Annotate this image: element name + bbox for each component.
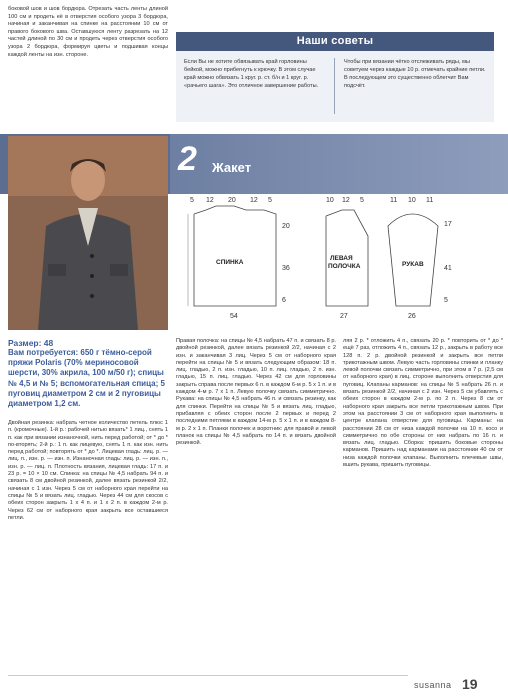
tips-divider <box>334 58 335 114</box>
size-heading: Размер: 48 <box>8 338 54 348</box>
back-top-5: 5 <box>268 197 272 204</box>
front-piece <box>326 197 368 320</box>
back-label: СПИНКА <box>216 259 244 266</box>
model-illustration <box>8 136 168 330</box>
pattern-number: 2 <box>178 140 197 178</box>
tips-right-text: Чтобы при вязании чётко отслеживать ряды, мы советуем через каждые 10 р. отмечать крайние петли. В последующем это существенно облегчит Вам подсчёт. <box>344 59 486 89</box>
sleeve-label: РУКАВ <box>402 261 424 268</box>
continued-text: боковой шов и шов бордюра. Отрезать часть ленты длиной 100 см и продеть её в отверстия особого узора 3 бордюра, начиная и заканчивая на спинке на расстоянии 10 см от правого бокового шва. Оставшуюся ленту разрезать на 12 частей длиной по 30 см и продеть через отверстия особого узора 2 бордюра, формируя цветы и подшивая концы каждой ленты на изн. стороне. <box>8 6 168 58</box>
back-top-3: 20 <box>228 197 236 204</box>
front-label-2: ПОЛОЧКА <box>328 263 361 270</box>
page-number: 19 <box>462 676 478 692</box>
sleeve-top-1: 11 <box>390 197 398 204</box>
back-top-1: 5 <box>190 197 194 204</box>
back-side-1: 20 <box>282 223 290 230</box>
front-width: 27 <box>340 313 348 320</box>
sleeve-top-2: 10 <box>408 197 416 204</box>
garment-title: Жакет <box>212 160 252 175</box>
front-top-3: 5 <box>360 197 364 204</box>
footer-rule <box>8 675 408 676</box>
tips-heading: Наши советы <box>176 32 494 51</box>
tips-left-text: Если Вы не хотите обвязывать край горловины бейкой, можно прибегнуть к крючку. В этом случае край можно обвязать 1 круг. р. ст. б/н и 1 круг. р. «рачьего шага». Это отличное завершение работы. <box>184 59 319 89</box>
back-side-2: 36 <box>282 265 290 272</box>
instructions-column-2: Правая полочка: на спицы № 4,5 набрать 47 п. и связать 8 р. двойной резинкой, далее вязать резинкой 2/2, начиная с 2 изн. и заканчивая 3 лиц. Через 5 см от наборного края перейти на спицы № 5 и вязать следующим образом: 18 п. лиц. гладью, 2 п. изн. гладью, 10 п. лиц. гладью, 2 п. изн. гладью, 15 п. лиц. гладью. Через 42 см для горловины закрыть справа после первых 6 п. в каждом 6-м р. 5 х 1 п. и в каждом 4-м р. 7 х 1 п. Левую полочку связать симметрично. Рукава: на спицы № 4,5 набрать 46 п. и связать резинку, как для спинки. Перейти на спицы № 5 и вязать лиц. гладью, прибавляя с обеих сторон после 2 первых и перед 2 последними петлями в каждом 14-м р. 5 х 1 п. и в каждом 8-м р. 2 х 1 п. Планки полочек и воротник: для правой и левой планок на спицы № 4,5 набрать по 14 п. и вязать двойной резинкой. <box>176 338 336 447</box>
back-width: 54 <box>230 313 238 320</box>
sleeve-side-3: 5 <box>444 297 448 304</box>
back-top-2: 12 <box>206 197 214 204</box>
instructions-column-1: Двойная резинка: набрать четное количество петель плюс 1 п. (кромочные). 1-й р.: рабочей нитью вязать* 1 лиц., снять 1 п. как при вязании изнаночной, нить перед работой; от * до * по-вторять; 2-й р.: 1 п. как лицевую, снять 1 п. как изн. нить перед работой; повторять от * до *. Лицевая гладь: лиц. р. — лиц. п., изн. р. — изн. п. Изнаночная гладь: лиц. р. — изн. п., изн. р. — лиц. п. Плотность вязания, лицевая гладь: 17 п. и 23 р. = 10 × 10 см. Спинка: на спицы № 4,5 набрать 94 п. и связать 8 см двойной резинкой, далее вязать резинкой 2/2, начиная с 1 изн. Через 5 см от наборного края перейти на спицы № 5 и вязать лиц. гладью. Через 44 см для скосов с обеих сторон закрыть 1 х 4 п. и 1 х 2 п. в каждом 2-м р. Через 62 см от наборного края закрыть все оставшиеся петли. <box>8 420 168 521</box>
back-piece <box>188 197 290 320</box>
sleeve-width: 26 <box>408 313 416 320</box>
sleeve-side-1: 17 <box>444 221 452 228</box>
model-photo <box>8 136 168 330</box>
back-top-4: 12 <box>250 197 258 204</box>
back-side-3: 6 <box>282 297 286 304</box>
magazine-brand: susanna <box>414 680 452 690</box>
materials-list: Вам потребуется: 650 г тёмно-серой пряжи Polaris (70% мериносовой шерсти, 30% акрила, 100 м/50 г); спицы № 4,5 и № 5; вспомогательная спица; 5 пуговиц диаметром 2 см и 2 пуговицы диаметром 1,2 см. <box>8 348 165 409</box>
front-top-1: 10 <box>326 197 334 204</box>
front-top-2: 12 <box>342 197 350 204</box>
sleeve-top-3: 11 <box>426 197 434 204</box>
front-label-1: ЛЕВАЯ <box>330 255 353 262</box>
instructions-column-3: ляя 2 р. * отложить 4 п., связать 20 р. * повторить от * до * ещё 7 раз, отложить 4 п., связать 12 р., закрыть в работу все 128 п. 2 р. двойной резинкой и закрыть все петли трикотажным швом. Левую часть горловины спинки и планку левой полочки связать симметрично, при этом в 7 р. (2,5 см от наборного края) в лиц. стороне выполнить отверстия для пуговиц. Клапаны карманов: на спицы № 5 набрать 26 п. и вязать резинкой 2/2, начиная с 2 изн. Через 5 см убавлять с обеих сторон в каждом 2-м р. по 2 п. Через 8 см от наборного края закрыть все петли трикотажным швом. При этом на расстоянии 3 см от наборного края выполнить в центре клапана отверстие для пуговицы. Карманы: на расстоянии 28 см от низа каждой полочки на 10 п. косо и симметрично по обе стороны от них набрать по 16 п. и вязать лиц. гладью. Сборка: пришить боковые стороны карманов. Пришить над карманами на расстоянии 40 см от низа каждой полочки клапаны. Выполнить плечевые швы, вшить рукава, пришить пуговицы. <box>343 338 503 469</box>
sleeve-side-2: 41 <box>444 265 452 272</box>
sleeve-piece <box>388 197 452 320</box>
pattern-schematic <box>176 196 500 336</box>
